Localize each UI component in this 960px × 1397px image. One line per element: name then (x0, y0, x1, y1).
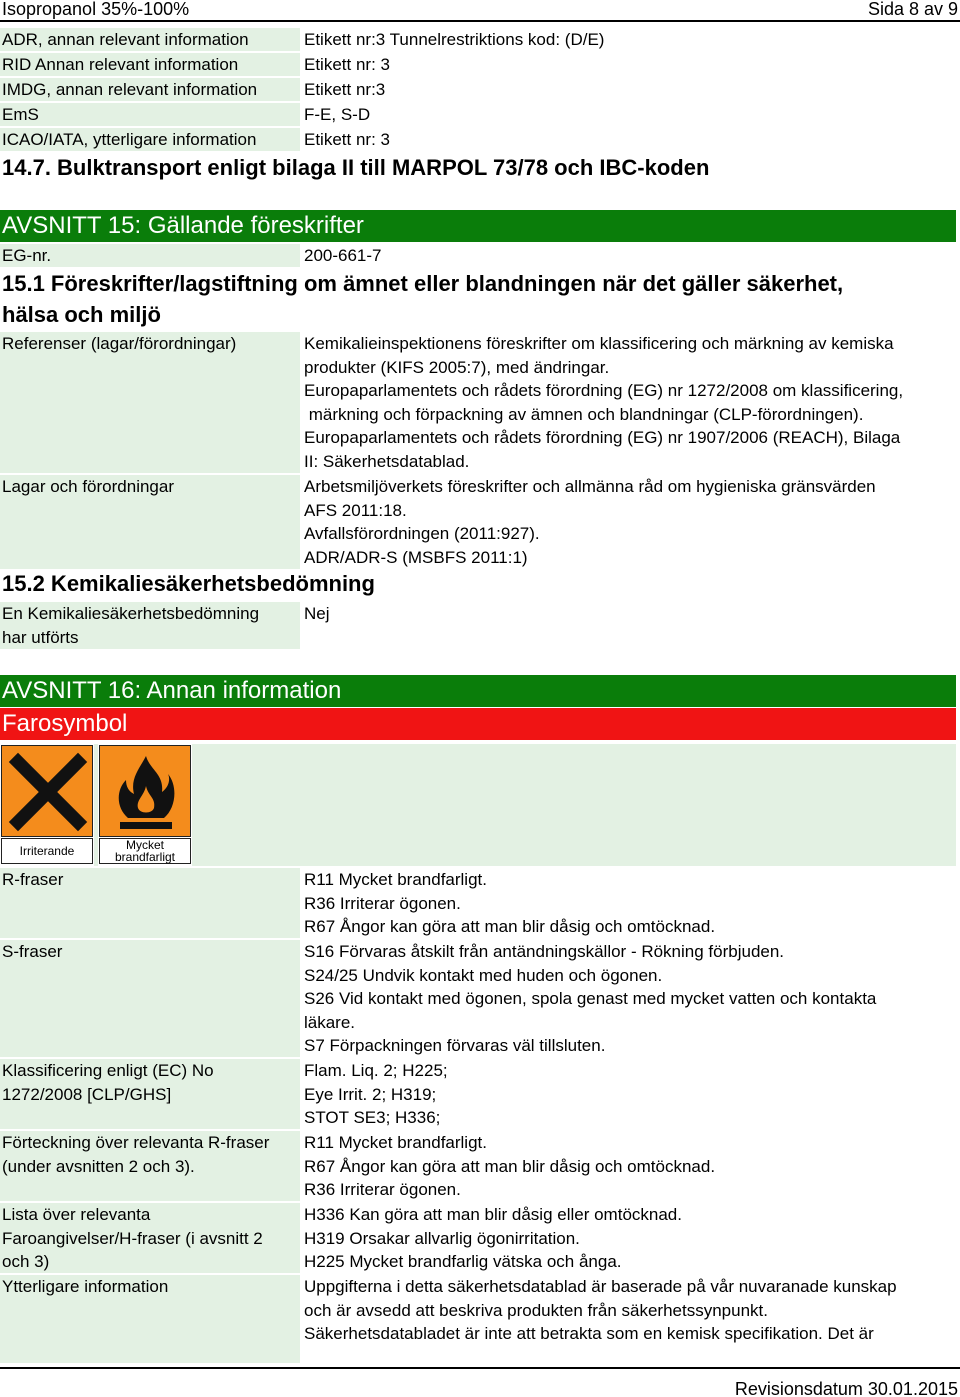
h-phrase-list-value (304, 1203, 954, 1274)
s-fraser-row (0, 940, 960, 1057)
document-title: Isopropanol 35%-100% (2, 0, 190, 19)
value-line: II: Säkerhetsdatablad. (304, 451, 470, 471)
caption-line: Mycket (125, 838, 164, 852)
value-line: läkare. (304, 1012, 356, 1032)
flame-icon (100, 746, 192, 838)
label-line: har utförts (2, 627, 79, 647)
transport-row-adr (0, 28, 960, 51)
value-line: och är avsedd att beskriva produkten från säkerhetssynpunkt. (304, 1300, 768, 1320)
classification-value (304, 1059, 954, 1130)
transport-row-rid (0, 53, 960, 76)
section-15-title: AVSNITT 15: Gällande föreskrifter (0, 210, 956, 242)
h-phrase-list-row (0, 1203, 960, 1273)
r-fraser-value (304, 868, 954, 939)
heading-15-1-line1: 15.1 Föreskrifter/lagstiftning om ämnet eller blandningen när det gäller säkerhet, (2, 271, 844, 296)
row-value: Etikett nr: 3 (304, 130, 390, 149)
row-label: ICAO/IATA, ytterligare information (0, 128, 300, 151)
value-line: R11 Mycket brandfarligt. (304, 870, 487, 889)
value-line: S26 Vid kontakt med ögonen, spola genast med mycket vatten och kontakta (304, 989, 877, 1008)
r-phrase-list-row (0, 1131, 960, 1201)
value-line: Flam. Liq. 2; H225; (304, 1061, 448, 1080)
transport-row-imdg (0, 78, 960, 101)
classification-label (0, 1059, 300, 1129)
caption-line: brandfarligt (114, 850, 176, 864)
eg-number-row (0, 244, 960, 267)
label-line: och 3) (2, 1252, 50, 1271)
row-label: RID Annan relevant information (0, 53, 300, 76)
caption-line: Irriterande (19, 844, 75, 858)
csa-row (0, 602, 960, 649)
h-phrase-list-label (0, 1203, 300, 1273)
value-line: ADR/ADR-S (MSBFS 2011:1) (304, 547, 528, 567)
referenser-value (304, 332, 954, 473)
value-line: Avfallsförordningen (2011:927). (304, 524, 540, 543)
additional-info-value (304, 1275, 954, 1346)
row-value: Etikett nr:3 (304, 80, 386, 99)
transport-row-icao (0, 128, 960, 151)
row-label: ADR, annan relevant information (0, 28, 300, 51)
row-value: F-E, S-D (304, 105, 371, 124)
label-line: En Kemikaliesäkerhetsbedömning (2, 604, 260, 623)
label-line: Förteckning över relevanta R-fraser (2, 1133, 270, 1152)
additional-info-row (0, 1275, 960, 1363)
label-line: (under avsnitten 2 och 3). (2, 1156, 195, 1176)
csa-label (0, 602, 300, 649)
value-line: H336 Kan göra att man blir dåsig eller omtöcknad. (304, 1205, 682, 1224)
lagar-row (0, 475, 960, 569)
value-line: märkning och förpackning av ämnen och blandningar (CLP-förordningen). (304, 404, 864, 424)
s-fraser-label: S-fraser (0, 940, 300, 1057)
value-line: produkter (KIFS 2005:7), med ändringar. (304, 357, 610, 377)
value-line: Europaparlamentets och rådets förordning (EG) nr 1272/2008 om klassificering, (304, 381, 904, 400)
referenser-row (0, 332, 960, 473)
pictogram-square (99, 745, 191, 837)
farosymbol-title: Farosymbol (0, 708, 956, 740)
value-line: Arbetsmiljöverkets föreskrifter och allmänna råd om hygieniska gränsvärden (304, 477, 876, 496)
referenser-label: Referenser (lagar/förordningar) (0, 332, 300, 473)
pictogram-caption (1, 838, 93, 864)
label-line: 1272/2008 [CLP/GHS] (2, 1084, 172, 1104)
value-line: STOT SE3; H336; (304, 1108, 441, 1127)
lagar-value (304, 475, 954, 569)
heading-15-1-line2: hälsa och miljö (2, 302, 161, 327)
lagar-label: Lagar och förordningar (0, 475, 300, 569)
heading-15-2: 15.2 Kemikaliesäkerhetsbedömning (2, 571, 375, 596)
value-line: Eye Irrit. 2; H319; (304, 1084, 437, 1104)
pictogram-flammable (98, 744, 192, 866)
value-line: H319 Orsakar allvarlig ögonirritation. (304, 1228, 580, 1248)
csa-value: Nej (304, 604, 330, 623)
value-line: Europaparlamentets och rådets förordning (EG) nr 1907/2006 (REACH), Bilaga (304, 428, 901, 447)
value-line: R36 Irriterar ögonen. (304, 893, 461, 913)
revision-date: Revisionsdatum 30.01.2015 (734, 1379, 958, 1397)
additional-info-label: Ytterligare information (0, 1275, 300, 1363)
irritant-cross-icon (2, 746, 94, 838)
s-fraser-value (304, 940, 954, 1058)
heading-14-7: 14.7. Bulktransport enligt bilaga II till MARPOL 73/78 och IBC-koden (2, 155, 710, 180)
row-label: IMDG, annan relevant information (0, 78, 300, 101)
label-line: Faroangivelser/H-fraser (i avsnitt 2 (2, 1228, 263, 1248)
row-value: Etikett nr: 3 (304, 55, 390, 74)
eg-number-value: 200-661-7 (304, 246, 382, 265)
row-label: EmS (0, 103, 300, 126)
r-phrase-list-label (0, 1131, 300, 1201)
value-line: Uppgifterna i detta säkerhetsdatablad är baserade på vår nuvaranade kunskap (304, 1277, 897, 1296)
eg-number-label: EG-nr. (0, 244, 300, 267)
page-header (0, 0, 960, 22)
pictogram-irritant (0, 744, 94, 866)
section-16-title: AVSNITT 16: Annan information (0, 675, 956, 707)
classification-row (0, 1059, 960, 1129)
value-line: S16 Förvaras åtskilt från antändningskällor - Rökning förbjuden. (304, 942, 785, 961)
value-line: S24/25 Undvik kontakt med huden och ögonen. (304, 965, 663, 985)
label-line: Klassificering enligt (EC) No (2, 1061, 214, 1080)
r-fraser-row (0, 868, 960, 938)
value-line: S7 Förpackningen förvaras väl tillsluten. (304, 1036, 606, 1055)
value-line: R11 Mycket brandfarligt. (304, 1133, 487, 1152)
value-line: AFS 2011:18. (304, 500, 407, 520)
value-line: R36 Irriterar ögonen. (304, 1180, 461, 1199)
transport-row-ems (0, 103, 960, 126)
row-value: Etikett nr:3 Tunnelrestriktions kod: (D/E) (304, 30, 605, 49)
page-number: Sida 8 av 9 (867, 0, 958, 19)
pictogram-square (1, 745, 93, 837)
value-line: Säkerhetsdatabladet är inte att betrakta som en kemisk specifikation. Det är (304, 1324, 874, 1343)
value-line: Kemikalieinspektionens föreskrifter om klassificering och märkning av kemiska (304, 334, 894, 353)
r-phrase-list-value (304, 1131, 954, 1202)
r-fraser-label: R-fraser (0, 868, 300, 938)
value-line: R67 Ångor kan göra att man blir dåsig och omtöcknad. (304, 1156, 716, 1176)
value-line: H225 Mycket brandfarlig vätska och ånga. (304, 1252, 622, 1271)
label-line: Lista över relevanta (2, 1205, 151, 1224)
value-line: R67 Ångor kan göra att man blir dåsig och omtöcknad. (304, 917, 716, 936)
page-footer (0, 1367, 960, 1397)
pictogram-band (0, 744, 956, 866)
pictogram-caption (99, 838, 191, 864)
